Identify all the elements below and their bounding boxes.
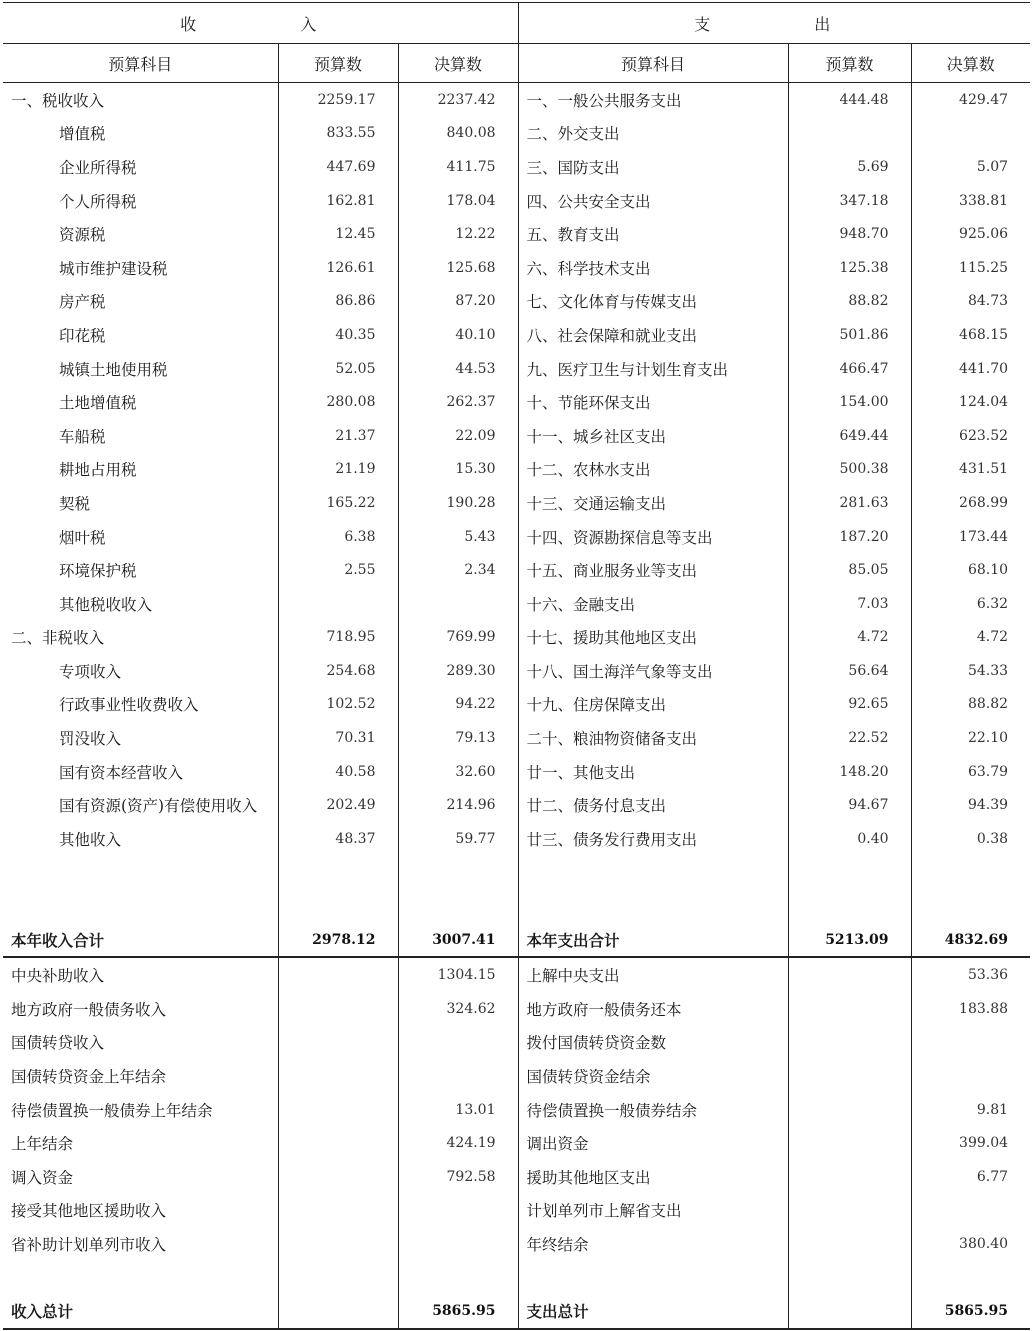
- empty-cell: [911, 889, 1030, 923]
- income-subject: 土地增值税: [59, 394, 137, 413]
- income-budget-value: [278, 957, 398, 992]
- income-final-value: 1304.15: [398, 957, 518, 992]
- income-final-value: 22.09: [398, 419, 518, 453]
- expense-subject: 十七、援助其他地区支出: [518, 621, 788, 655]
- table-row: [3, 654, 1030, 688]
- income-final-value: 214.96: [398, 788, 518, 822]
- income-subject: 国有资本经营收入: [59, 763, 184, 782]
- expense-budget-value: 94.67: [788, 788, 911, 822]
- expense-budget-value: 948.70: [788, 217, 911, 251]
- expense-final-value: 441.70: [911, 352, 1030, 386]
- income-final-value: 289.30: [398, 654, 518, 688]
- income-final-value: 44.53: [398, 352, 518, 386]
- income-subject: 中央补助收入: [11, 967, 105, 986]
- expense-budget-value: [788, 1160, 911, 1194]
- income-subject: 地方政府一般债务收入: [11, 1000, 167, 1019]
- expense-budget-value: 649.44: [788, 419, 911, 453]
- expense-budget-value: [788, 1093, 911, 1127]
- table-row: [3, 587, 1030, 621]
- income-subject: 契税: [59, 494, 91, 513]
- expense-subject: 国债转贷资金结余: [518, 1059, 788, 1093]
- table-row: [3, 385, 1030, 419]
- expense-final-value: 4.72: [911, 621, 1030, 655]
- income-grand-total-label: 收入总计: [3, 1294, 278, 1329]
- income-subject: 耕地占用税: [59, 461, 137, 480]
- income-subject: 接受其他地区援助收入: [11, 1202, 167, 1221]
- expense-final-value: 268.99: [911, 486, 1030, 520]
- expense-grand-total-final: 5865.95: [911, 1294, 1030, 1329]
- expense-subject: 年终结余: [518, 1227, 788, 1261]
- empty-cell: [3, 856, 278, 890]
- expense-final-value: 399.04: [911, 1126, 1030, 1160]
- expense-final-value: 173.44: [911, 520, 1030, 554]
- expense-budget-value: 148.20: [788, 755, 911, 789]
- expense-subject: 六、科学技术支出: [518, 251, 788, 285]
- income-final-value: 2.34: [398, 553, 518, 587]
- expense-grand-total-budget: [788, 1294, 911, 1329]
- empty-cell: [278, 856, 398, 890]
- income-annual-total-label: 本年收入合计: [3, 923, 278, 958]
- expense-budget-value: 501.86: [788, 318, 911, 352]
- expense-budget-value: 56.64: [788, 654, 911, 688]
- income-final-value: 94.22: [398, 688, 518, 722]
- income-subject: 其他税收收入: [59, 595, 153, 614]
- expense-subject: 地方政府一般债务还本: [518, 992, 788, 1026]
- expense-subject: 十二、农林水支出: [518, 453, 788, 487]
- income-budget-value: 40.35: [278, 318, 398, 352]
- income-subject: 个人所得税: [59, 192, 137, 211]
- expense-subject: 四、公共安全支出: [518, 184, 788, 218]
- income-subject: 待偿债置换一般债券上年结余: [11, 1101, 213, 1120]
- table-row: [3, 352, 1030, 386]
- income-final-value: 32.60: [398, 755, 518, 789]
- expense-budget-value: [788, 1227, 911, 1261]
- table-row: [3, 1126, 1030, 1160]
- income-subject: 上年结余: [11, 1135, 74, 1154]
- expense-budget-value: 347.18: [788, 184, 911, 218]
- income-budget-value: [278, 1227, 398, 1261]
- expense-budget-value: [788, 1126, 911, 1160]
- income-budget-value: [278, 587, 398, 621]
- table-row: [3, 553, 1030, 587]
- table-row: [3, 721, 1030, 755]
- income-subject: 资源税: [59, 226, 106, 245]
- income-subject: 国债转贷资金上年结余: [11, 1068, 167, 1087]
- empty-cell: [788, 889, 911, 923]
- table-row: [3, 1059, 1030, 1093]
- expense-budget-value: 500.38: [788, 453, 911, 487]
- income-final-value: 87.20: [398, 285, 518, 319]
- table-row: [3, 217, 1030, 251]
- expense-final-value: 84.73: [911, 285, 1030, 319]
- expense-final-value: [911, 1194, 1030, 1228]
- expense-annual-total-final: 4832.69: [911, 923, 1030, 958]
- expense-subject: 上解中央支出: [518, 957, 788, 992]
- expense-final-value: 0.38: [911, 822, 1030, 856]
- expense-subject: 十五、商业服务业等支出: [518, 553, 788, 587]
- income-subject: 车船税: [59, 427, 106, 446]
- income-subject: 省补助计划单列市收入: [11, 1235, 167, 1254]
- expense-subject: 廿三、债务发行费用支出: [518, 822, 788, 856]
- expense-subject: 待偿债置换一般债券结余: [518, 1093, 788, 1127]
- income-subject: 一、税收收入: [11, 91, 105, 110]
- expense-subject: 八、社会保障和就业支出: [518, 318, 788, 352]
- expense-subject: 一、一般公共服务支出: [518, 83, 788, 117]
- income-budget-value: 12.45: [278, 217, 398, 251]
- table-row: [3, 1093, 1030, 1127]
- income-budget-value: 254.68: [278, 654, 398, 688]
- expense-final-value: 380.40: [911, 1227, 1030, 1261]
- income-subject: 其他收入: [59, 830, 122, 849]
- income-budget-value: 48.37: [278, 822, 398, 856]
- expense-final-value: [911, 117, 1030, 151]
- income-final-value: [398, 1026, 518, 1060]
- expense-final-value: 623.52: [911, 419, 1030, 453]
- income-subject: 国债转贷收入: [11, 1034, 105, 1053]
- income-budget-value: 40.58: [278, 755, 398, 789]
- income-budget-header: 预算数: [278, 44, 398, 83]
- expense-final-header: 决算数: [911, 44, 1030, 83]
- expense-budget-value: [788, 957, 911, 992]
- table-row: [3, 251, 1030, 285]
- income-final-value: 59.77: [398, 822, 518, 856]
- income-subject: 专项收入: [59, 662, 122, 681]
- income-final-value: 12.22: [398, 217, 518, 251]
- expense-budget-value: 281.63: [788, 486, 911, 520]
- table-row: [3, 1194, 1030, 1228]
- expense-budget-value: [788, 117, 911, 151]
- table-row: [3, 117, 1030, 151]
- expense-final-value: 6.77: [911, 1160, 1030, 1194]
- expense-budget-value: 92.65: [788, 688, 911, 722]
- expense-final-value: 431.51: [911, 453, 1030, 487]
- income-budget-value: 2.55: [278, 553, 398, 587]
- table-row: [3, 755, 1030, 789]
- income-final-value: [398, 1227, 518, 1261]
- expense-annual-total-label: 本年支出合计: [518, 923, 788, 958]
- table-row: [3, 788, 1030, 822]
- expense-subject: 调出资金: [518, 1126, 788, 1160]
- empty-cell: [518, 1261, 788, 1295]
- expense-grand-total-label: 支出总计: [518, 1294, 788, 1329]
- expense-subject: 九、医疗卫生与计划生育支出: [518, 352, 788, 386]
- expense-subject: 十、节能环保支出: [518, 385, 788, 419]
- expense-subject: 廿二、债务付息支出: [518, 788, 788, 822]
- income-budget-value: 52.05: [278, 352, 398, 386]
- income-final-value: [398, 1194, 518, 1228]
- income-subject: 印花税: [59, 326, 106, 345]
- expense-final-value: 124.04: [911, 385, 1030, 419]
- table-row: [3, 520, 1030, 554]
- expense-final-value: 53.36: [911, 957, 1030, 992]
- income-final-value: 15.30: [398, 453, 518, 487]
- empty-cell: [788, 1261, 911, 1295]
- income-final-value: 262.37: [398, 385, 518, 419]
- expense-subject: 十一、城乡社区支出: [518, 419, 788, 453]
- income-budget-value: [278, 1126, 398, 1160]
- income-grand-total-final: 5865.95: [398, 1294, 518, 1329]
- income-grand-total-budget: [278, 1294, 398, 1329]
- income-subject-header: 预算科目: [3, 44, 278, 83]
- expense-annual-total-budget: 5213.09: [788, 923, 911, 958]
- spacer-row: [3, 1261, 1030, 1295]
- table-row: [3, 1227, 1030, 1261]
- expense-final-value: 468.15: [911, 318, 1030, 352]
- expense-subject: 拨付国债转贷资金数: [518, 1026, 788, 1060]
- section-header-row: [3, 3, 1030, 44]
- income-subject: 行政事业性收费收入: [59, 696, 199, 715]
- table-row: [3, 285, 1030, 319]
- income-subject: 烟叶税: [59, 528, 106, 547]
- income-budget-value: 447.69: [278, 150, 398, 184]
- expense-final-value: [911, 1026, 1030, 1060]
- expense-final-value: [911, 1059, 1030, 1093]
- expense-budget-value: 466.47: [788, 352, 911, 386]
- empty-cell: [3, 1261, 278, 1295]
- expense-final-value: 5.07: [911, 150, 1030, 184]
- income-budget-value: [278, 1026, 398, 1060]
- income-final-value: 2237.42: [398, 83, 518, 117]
- empty-cell: [518, 889, 788, 923]
- income-final-value: 5.43: [398, 520, 518, 554]
- expense-budget-value: [788, 992, 911, 1026]
- income-budget-value: 280.08: [278, 385, 398, 419]
- income-budget-value: 102.52: [278, 688, 398, 722]
- expense-final-value: 22.10: [911, 721, 1030, 755]
- budget-table-sheet: [3, 2, 1030, 1328]
- expense-subject: 七、文化体育与传媒支出: [518, 285, 788, 319]
- income-budget-value: 2259.17: [278, 83, 398, 117]
- income-budget-value: 126.61: [278, 251, 398, 285]
- expense-budget-value: 154.00: [788, 385, 911, 419]
- spacer-row: [3, 856, 1030, 890]
- income-subject: 环境保护税: [59, 562, 137, 581]
- empty-cell: [278, 1261, 398, 1295]
- empty-cell: [911, 856, 1030, 890]
- empty-cell: [788, 856, 911, 890]
- income-budget-value: 86.86: [278, 285, 398, 319]
- income-final-header: 决算数: [398, 44, 518, 83]
- table-row: [3, 486, 1030, 520]
- income-final-value: 190.28: [398, 486, 518, 520]
- income-final-value: 324.62: [398, 992, 518, 1026]
- expense-budget-value: [788, 1059, 911, 1093]
- expense-subject-header: 预算科目: [518, 44, 788, 83]
- income-budget-value: 165.22: [278, 486, 398, 520]
- expense-final-value: 429.47: [911, 83, 1030, 117]
- income-final-value: 40.10: [398, 318, 518, 352]
- income-budget-value: 833.55: [278, 117, 398, 151]
- income-subject: 二、非税收入: [11, 629, 105, 648]
- expense-subject: 二十、粮油物资储备支出: [518, 721, 788, 755]
- income-annual-total-budget: 2978.12: [278, 923, 398, 958]
- expense-budget-value: 444.48: [788, 83, 911, 117]
- expense-budget-value: 187.20: [788, 520, 911, 554]
- income-subject: 调入资金: [11, 1168, 74, 1187]
- income-budget-value: [278, 1194, 398, 1228]
- expense-section-title: 支 出: [518, 3, 1030, 44]
- income-final-value: 424.19: [398, 1126, 518, 1160]
- income-final-value: 13.01: [398, 1093, 518, 1127]
- expense-subject: 十八、国土海洋气象等支出: [518, 654, 788, 688]
- expense-subject: 十六、金融支出: [518, 587, 788, 621]
- budget-table: [3, 2, 1030, 1330]
- table-row: [3, 992, 1030, 1026]
- income-subject: 企业所得税: [59, 158, 137, 177]
- table-row: [3, 621, 1030, 655]
- empty-cell: [3, 889, 278, 923]
- expense-final-value: 94.39: [911, 788, 1030, 822]
- income-section-title: 收 入: [3, 3, 518, 44]
- table-row: [3, 1160, 1030, 1194]
- expense-final-value: 183.88: [911, 992, 1030, 1026]
- expense-budget-value: 125.38: [788, 251, 911, 285]
- empty-cell: [911, 1261, 1030, 1295]
- table-row: [3, 184, 1030, 218]
- empty-cell: [398, 889, 518, 923]
- expense-subject: 廿一、其他支出: [518, 755, 788, 789]
- expense-final-value: 68.10: [911, 553, 1030, 587]
- income-subject: 城市维护建设税: [59, 259, 168, 278]
- table-row: [3, 957, 1030, 992]
- expense-budget-value: [788, 1026, 911, 1060]
- income-budget-value: 21.37: [278, 419, 398, 453]
- income-final-value: [398, 1059, 518, 1093]
- expense-budget-value: 0.40: [788, 822, 911, 856]
- income-subject: 房产税: [59, 293, 106, 312]
- grand-total-row: [3, 1294, 1030, 1329]
- income-final-value: 769.99: [398, 621, 518, 655]
- empty-cell: [398, 1261, 518, 1295]
- expense-budget-header: 预算数: [788, 44, 911, 83]
- income-final-value: 840.08: [398, 117, 518, 151]
- expense-budget-value: 5.69: [788, 150, 911, 184]
- annual-total-row: [3, 923, 1030, 958]
- income-final-value: [398, 587, 518, 621]
- income-budget-value: 21.19: [278, 453, 398, 487]
- column-header-row: [3, 44, 1030, 83]
- income-budget-value: [278, 1059, 398, 1093]
- income-final-value: 792.58: [398, 1160, 518, 1194]
- expense-budget-value: 22.52: [788, 721, 911, 755]
- income-budget-value: [278, 1093, 398, 1127]
- income-budget-value: 718.95: [278, 621, 398, 655]
- expense-budget-value: 85.05: [788, 553, 911, 587]
- income-final-value: 79.13: [398, 721, 518, 755]
- income-annual-total-final: 3007.41: [398, 923, 518, 958]
- expense-final-value: 88.82: [911, 688, 1030, 722]
- expense-final-value: 6.32: [911, 587, 1030, 621]
- empty-cell: [278, 889, 398, 923]
- table-row: [3, 83, 1030, 117]
- expense-final-value: 115.25: [911, 251, 1030, 285]
- expense-budget-value: 88.82: [788, 285, 911, 319]
- income-subject: 城镇土地使用税: [59, 360, 168, 379]
- empty-cell: [398, 856, 518, 890]
- empty-cell: [518, 856, 788, 890]
- income-subject: 国有资源(资产)有偿使用收入: [59, 797, 258, 816]
- income-budget-value: 162.81: [278, 184, 398, 218]
- expense-budget-value: 7.03: [788, 587, 911, 621]
- expense-subject: 十三、交通运输支出: [518, 486, 788, 520]
- expense-final-value: 338.81: [911, 184, 1030, 218]
- table-row: [3, 688, 1030, 722]
- table-row: [3, 318, 1030, 352]
- income-budget-value: [278, 992, 398, 1026]
- income-final-value: 125.68: [398, 251, 518, 285]
- income-budget-value: [278, 1160, 398, 1194]
- expense-final-value: 9.81: [911, 1093, 1030, 1127]
- expense-subject: 三、国防支出: [518, 150, 788, 184]
- income-subject: 增值税: [59, 125, 106, 144]
- expense-subject: 二、外交支出: [518, 117, 788, 151]
- expense-subject: 计划单列市上解省支出: [518, 1194, 788, 1228]
- expense-final-value: 925.06: [911, 217, 1030, 251]
- table-row: [3, 453, 1030, 487]
- expense-subject: 五、教育支出: [518, 217, 788, 251]
- income-final-value: 178.04: [398, 184, 518, 218]
- spacer-row: [3, 889, 1030, 923]
- table-row: [3, 1026, 1030, 1060]
- table-row: [3, 419, 1030, 453]
- expense-subject: 十九、住房保障支出: [518, 688, 788, 722]
- income-budget-value: 6.38: [278, 520, 398, 554]
- income-budget-value: 202.49: [278, 788, 398, 822]
- table-row: [3, 822, 1030, 856]
- expense-final-value: 54.33: [911, 654, 1030, 688]
- table-row: [3, 150, 1030, 184]
- expense-budget-value: 4.72: [788, 621, 911, 655]
- income-subject: 罚没收入: [59, 730, 122, 749]
- income-budget-value: 70.31: [278, 721, 398, 755]
- expense-budget-value: [788, 1194, 911, 1228]
- expense-final-value: 63.79: [911, 755, 1030, 789]
- expense-subject: 援助其他地区支出: [518, 1160, 788, 1194]
- expense-subject: 十四、资源勘探信息等支出: [518, 520, 788, 554]
- income-final-value: 411.75: [398, 150, 518, 184]
